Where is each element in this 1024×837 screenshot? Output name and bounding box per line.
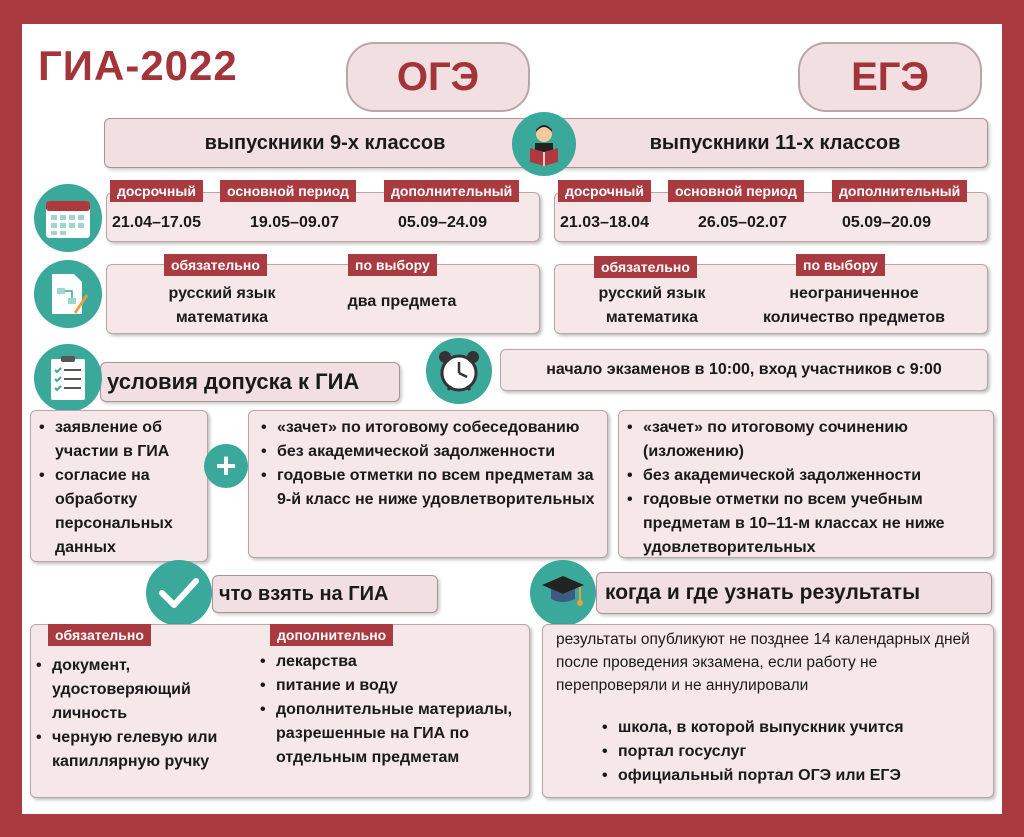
oge-mandatory-subject-1: русский язык (168, 285, 276, 302)
bring-mandatory-list (30, 654, 250, 774)
admission-common-item: • согласие на обработку персональных данных (33, 464, 203, 560)
results-place-item: • официальный портал ОГЭ или ЕГЭ (596, 764, 976, 788)
calendar-icon (34, 184, 102, 252)
results-text: результаты опубликуют не позднее 14 календарных дней после проведения экзамена, если работу не перепроверяли и не аннулировали (556, 631, 970, 694)
ege-period-extra-dates: 05.09–20.09 (842, 214, 931, 231)
ege-mandatory-subject-2: математика (605, 309, 699, 326)
ege-mandatory-tag: обязательно (594, 256, 697, 278)
bring-extra-tag: дополнительно (270, 624, 393, 646)
oge-condition-item: • без академической задолженности (255, 440, 603, 464)
oge-period-early-dates: 21.04–17.05 (112, 214, 201, 231)
oge-period-extra-tag: дополнительный (384, 180, 519, 202)
exam-start-text: начало экзаменов в 10:00, вход участников с 9:00 (546, 361, 942, 378)
bring-extra-item: • дополнительные материалы, разрешенные на ГИА по отдельным предметам (254, 698, 526, 770)
ege-condition-item: • годовые отметки по всем учебным предметам в 10–11-м классах не ниже удовлетворительных (621, 488, 991, 560)
oge-period-main-tag: основной период (220, 180, 356, 202)
bring-title: что взять на ГИА (212, 575, 438, 613)
oge-graduates: выпускники 9-х классов (204, 131, 446, 154)
oge-choice-text: два предмета (347, 293, 457, 310)
oge-label: ОГЭ (346, 42, 530, 112)
oge-mandatory-subject-2: математика (175, 309, 269, 326)
ege-choice-text-2: количество предметов (763, 309, 945, 326)
student-reading-icon (512, 112, 576, 176)
oge-period-main-dates: 19.05–09.07 (250, 214, 339, 231)
admission-common-item: • заявление об участии в ГИА (33, 416, 203, 464)
oge-condition-item: • «зачет» по итоговому собеседованию (255, 416, 603, 440)
ege-period-main-dates: 26.05–02.07 (698, 214, 787, 231)
ege-period-early-tag: досрочный (558, 180, 651, 202)
bring-mandatory-tag: обязательно (48, 624, 151, 646)
ege-label: ЕГЭ (798, 42, 982, 112)
oge-period-extra-dates: 05.09–24.09 (398, 214, 487, 231)
results-place-item: • школа, в которой выпускник учится (596, 716, 976, 740)
bring-mandatory-item: • черную гелевую или капиллярную ручку (30, 726, 250, 774)
oge-condition-item: • годовые отметки по всем предметам за 9-й класс не ниже удовлетворительных (255, 464, 603, 512)
ege-period-early-dates: 21.03–18.04 (560, 214, 649, 231)
ege-mandatory-subject-1: русский язык (598, 285, 706, 302)
admission-title: условия допуска к ГИА (100, 362, 400, 402)
exam-start-box (500, 349, 988, 391)
admission-common-box (30, 410, 208, 562)
ege-choice-text-1: неограниченное (789, 285, 919, 302)
ege-choice-tag: по выбору (796, 254, 885, 276)
ege-period-main-tag: основной период (668, 180, 804, 202)
ege-period-extra-tag: дополнительный (832, 180, 967, 202)
bring-mandatory-item: • документ, удостоверяющий личность (30, 654, 250, 726)
document-pen-icon (34, 260, 102, 328)
ege-conditions-box (618, 410, 994, 558)
results-places-list (596, 716, 976, 788)
plus-icon: + (204, 444, 248, 488)
alarm-clock-icon (426, 338, 492, 404)
results-title: когда и где узнать результаты (596, 572, 992, 614)
bring-extra-list (254, 650, 526, 770)
infographic-page (22, 24, 1002, 814)
ege-condition-item: • «зачет» по итоговому сочинению (изложению) (621, 416, 991, 464)
bring-extra-item: • питание и воду (254, 674, 526, 698)
ege-condition-item: • без академической задолженности (621, 464, 991, 488)
oge-conditions-box (248, 410, 608, 558)
graduation-cap-icon (530, 560, 596, 626)
page-title: ГИА-2022 (38, 42, 238, 89)
oge-mandatory-tag: обязательно (164, 254, 267, 276)
checkmark-icon (146, 560, 212, 626)
bring-extra-item: • лекарства (254, 650, 526, 674)
checklist-icon (34, 344, 102, 412)
ege-graduates: выпускники 11-х классов (649, 131, 901, 154)
oge-period-early-tag: досрочный (110, 180, 203, 202)
oge-choice-tag: по выбору (348, 254, 437, 276)
results-place-item: • портал госуслуг (596, 740, 976, 764)
